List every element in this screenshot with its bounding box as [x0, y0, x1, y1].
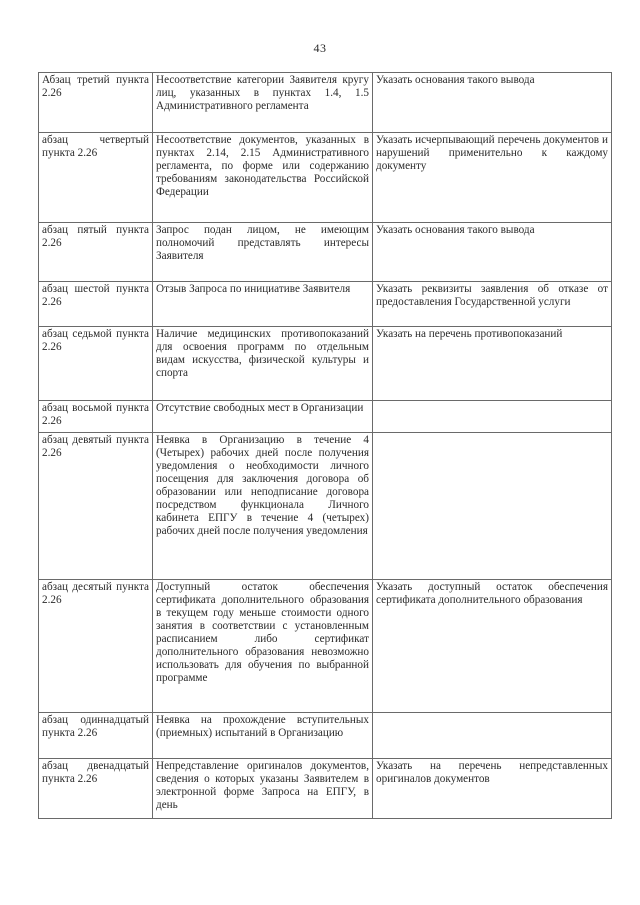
table-row [39, 73, 612, 133]
refusal-reason-cell: Несоответствие документов, указанных в пунктах 2.14, 2.15 Административного регламента, по форме или содержанию требованиям законодательства Российской Федерации [153, 133, 373, 223]
paragraph-reference-cell: абзац четвертый пункта 2.26 [39, 133, 153, 223]
table-row [39, 133, 612, 223]
refusal-reason-cell: Непредставление оригиналов документов, сведения о которых указаны Заявителем в электронной форме Запроса на ЕПГУ, в день [153, 759, 373, 819]
table-row [39, 327, 612, 401]
table-row [39, 713, 612, 759]
required-action-cell: Указать основания такого вывода [373, 73, 612, 133]
required-action-cell: Указать на перечень непредставленных оригиналов документов [373, 759, 612, 819]
table-row [39, 401, 612, 433]
table-row [39, 433, 612, 580]
paragraph-reference-cell: абзац восьмой пункта 2.26 [39, 401, 153, 433]
refusal-reasons-table [38, 72, 612, 819]
required-action-cell: Указать основания такого вывода [373, 223, 612, 282]
refusal-reason-cell: Доступный остаток обеспечения сертификата дополнительного образования в текущем году меньше стоимости одного занятия в соответствии с установленным расписанием либо сертификат дополнительного образования невозможно использовать для обучения по выбранной программе [153, 580, 373, 713]
table-row [39, 580, 612, 713]
required-action-cell: Указать доступный остаток обеспечения сертификата дополнительного образования [373, 580, 612, 713]
refusal-reason-cell: Запрос подан лицом, не имеющим полномочий представлять интересы Заявителя [153, 223, 373, 282]
required-action-cell: Указать на перечень противопоказаний [373, 327, 612, 401]
paragraph-reference-cell: абзац одиннадцатый пункта 2.26 [39, 713, 153, 759]
refusal-reason-cell: Отзыв Запроса по инициативе Заявителя [153, 282, 373, 327]
table-row [39, 759, 612, 819]
paragraph-reference-cell: абзац шестой пункта 2.26 [39, 282, 153, 327]
paragraph-reference-cell: абзац седьмой пункта 2.26 [39, 327, 153, 401]
paragraph-reference-cell: Абзац третий пункта 2.26 [39, 73, 153, 133]
refusal-reason-cell: Несоответствие категории Заявителя кругу лиц, указанных в пунктах 1.4, 1.5 Административного регламента [153, 73, 373, 133]
table-row [39, 282, 612, 327]
refusal-reason-cell: Наличие медицинских противопоказаний для освоения программ по отдельным видам искусства, физической культуры и спорта [153, 327, 373, 401]
required-action-cell [373, 433, 612, 580]
paragraph-reference-cell: абзац десятый пункта 2.26 [39, 580, 153, 713]
required-action-cell: Указать исчерпывающий перечень документов и нарушений применительно к каждому документу [373, 133, 612, 223]
paragraph-reference-cell: абзац двенадцатый пункта 2.26 [39, 759, 153, 819]
page-number: 43 [313, 41, 327, 55]
table-row [39, 223, 612, 282]
required-action-cell: Указать реквизиты заявления об отказе от предоставления Государственной услуги [373, 282, 612, 327]
required-action-cell [373, 713, 612, 759]
required-action-cell [373, 401, 612, 433]
refusal-reason-cell: Неявка в Организацию в течение 4 (Четырех) рабочих дней после получения уведомления о необходимости личного посещения для заключения договора об образовании или неподписание договора посредством функционала Личного кабинета ЕПГУ в течение 4 (четырех) рабочих дней после получения уведомления [153, 433, 373, 580]
refusal-reason-cell: Отсутствие свободных мест в Организации [153, 401, 373, 433]
paragraph-reference-cell: абзац пятый пункта 2.26 [39, 223, 153, 282]
refusal-reason-cell: Неявка на прохождение вступительных (приемных) испытаний в Организацию [153, 713, 373, 759]
paragraph-reference-cell: абзац девятый пункта 2.26 [39, 433, 153, 580]
